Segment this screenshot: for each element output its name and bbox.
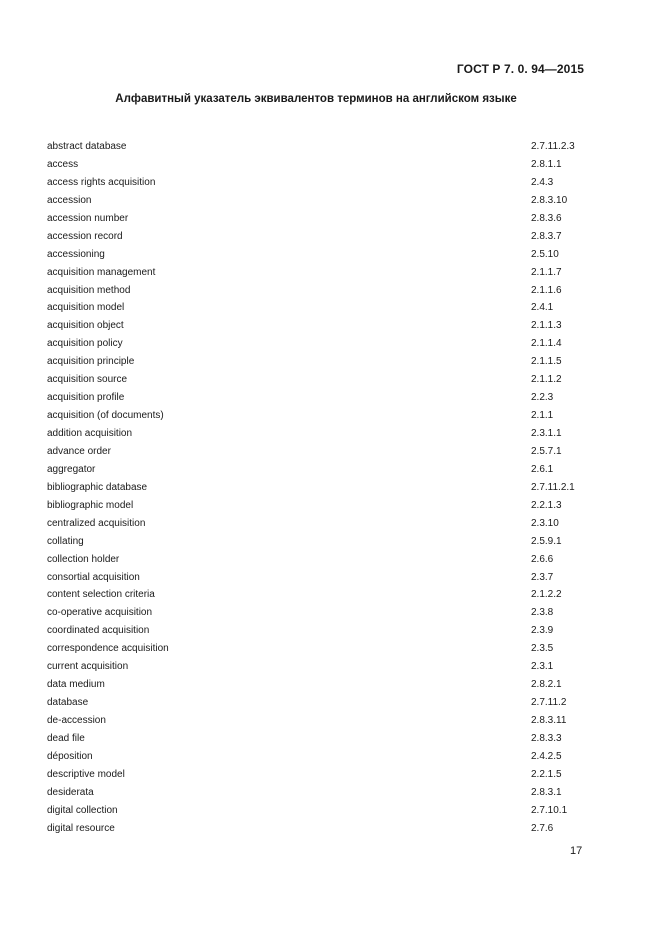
entry-term: acquisition policy: [47, 338, 123, 350]
entry-term: accession: [47, 194, 92, 206]
entry-reference: 2.6.1: [531, 463, 554, 475]
entry-term: acquisition principle: [47, 356, 135, 368]
entry-reference: 2.3.1: [531, 661, 554, 673]
index-entry: [47, 210, 607, 228]
entry-reference: 2.7.11.2.3: [531, 141, 575, 152]
index-entry: [47, 228, 607, 246]
entry-term: access: [47, 158, 79, 170]
entry-term: data medium: [47, 679, 105, 691]
entry-reference: 2.8.3.7: [531, 230, 562, 242]
entry-reference: 2.7.11.2.1: [531, 481, 575, 493]
entry-reference: 2.7.6: [531, 822, 554, 834]
entry-term: acquisition method: [47, 284, 131, 296]
index-entry: [47, 389, 607, 407]
entry-term: acquisition management: [47, 266, 156, 278]
entry-reference: 2.1.1: [531, 410, 554, 422]
index-entry: [47, 533, 607, 551]
entry-term: dead file: [47, 732, 85, 744]
entry-term: accession record: [47, 230, 123, 242]
index-entry: [47, 317, 607, 335]
index-entry: [47, 299, 607, 317]
entry-term: acquisition model: [47, 302, 125, 314]
entry-reference: 2.1.1.3: [531, 320, 562, 332]
index-entry: [47, 622, 607, 640]
term-index-list: [47, 138, 607, 838]
index-entry: [47, 820, 607, 838]
entry-reference: 2.5.9.1: [531, 535, 562, 547]
index-entry: [47, 569, 607, 587]
entry-term: digital resource: [47, 822, 115, 834]
entry-reference: 2.1.1.6: [531, 284, 562, 296]
page-number: 17: [570, 845, 583, 857]
index-entry: [47, 371, 607, 389]
entry-reference: 2.8.3.3: [531, 732, 562, 744]
index-entry: [47, 425, 607, 443]
entry-term: déposition: [47, 750, 93, 762]
entry-term: advance order: [47, 445, 111, 457]
index-entry: [47, 730, 607, 748]
entry-term: bibliographic model: [47, 499, 134, 511]
index-entry: [47, 282, 607, 300]
index-entry: [47, 192, 607, 210]
index-entry: [47, 658, 607, 676]
entry-reference: 2.7.11.2: [531, 697, 567, 709]
index-entry: [47, 712, 607, 730]
index-entry: [47, 497, 607, 515]
entry-term: acquisition object: [47, 320, 124, 332]
entry-term: co-operative acquisition: [47, 607, 153, 619]
index-entry: [47, 246, 607, 264]
index-entry: [47, 353, 607, 371]
index-entry: [47, 586, 607, 604]
document-code: ГОСТ Р 7. 0. 94—2015: [456, 62, 584, 76]
entry-reference: 2.4.1: [531, 302, 554, 314]
entry-reference: 2.1.1.4: [531, 338, 562, 350]
index-entry: [47, 461, 607, 479]
index-entry: [47, 264, 607, 282]
entry-term: accessioning: [47, 248, 105, 260]
index-entry: [47, 156, 607, 174]
entry-reference: 2.3.1.1: [531, 428, 562, 439]
entry-term: digital collection: [47, 804, 118, 816]
entry-reference: 2.7.10.1: [531, 804, 568, 816]
index-entry: [47, 784, 607, 802]
index-entry: [47, 604, 607, 622]
entry-reference: 2.8.1.1: [531, 158, 562, 170]
entry-term: bibliographic database: [47, 481, 148, 493]
entry-reference: 2.4.2.5: [531, 750, 562, 762]
entry-term: accession number: [47, 212, 129, 224]
entry-term: descriptive model: [47, 768, 125, 780]
index-entry: [47, 335, 607, 353]
entry-term: addition acquisition: [47, 428, 133, 439]
index-entry: [47, 766, 607, 784]
index-entry: [47, 748, 607, 766]
entry-term: consortial acquisition: [47, 571, 140, 583]
index-entry: [47, 479, 607, 497]
index-entry: [47, 443, 607, 461]
page-title: Алфавитный указатель эквивалентов терминов на английском языке: [115, 93, 517, 105]
entry-term: coordinated acquisition: [47, 625, 150, 637]
entry-reference: 2.1.2.2: [531, 589, 562, 601]
entry-reference: 2.6.6: [531, 553, 554, 565]
entry-term: access rights acquisition: [47, 176, 156, 188]
index-entry: [47, 676, 607, 694]
entry-reference: 2.3.8: [531, 607, 554, 619]
index-entry: [47, 551, 607, 569]
entry-reference: 2.8.3.1: [531, 786, 562, 798]
entry-reference: 2.2.1.3: [531, 499, 562, 511]
entry-reference: 2.8.3.10: [531, 194, 568, 206]
entry-reference: 2.2.1.5: [531, 768, 562, 780]
entry-term: desiderata: [47, 786, 94, 798]
entry-term: correspondence acquisition: [47, 643, 169, 655]
index-entry: [47, 694, 607, 712]
entry-term: current acquisition: [47, 661, 129, 673]
entry-reference: 2.3.9: [531, 625, 554, 637]
entry-term: acquisition profile: [47, 392, 125, 404]
entry-reference: 2.3.5: [531, 643, 554, 655]
entry-reference: 2.4.3: [531, 176, 554, 188]
entry-reference: 2.3.10: [531, 517, 559, 529]
entry-term: acquisition (of documents): [47, 410, 164, 422]
entry-reference: 2.3.7: [531, 571, 554, 583]
entry-reference: 2.8.2.1: [531, 679, 562, 691]
entry-term: content selection criteria: [47, 589, 155, 601]
entry-term: collating: [47, 535, 84, 547]
index-entry: [47, 174, 607, 192]
entry-reference: 2.1.1.2: [531, 374, 562, 386]
index-entry: [47, 515, 607, 533]
index-entry: [47, 407, 607, 425]
entry-term: collection holder: [47, 553, 120, 565]
entry-reference: 2.8.3.11: [531, 715, 567, 726]
entry-term: abstract database: [47, 141, 127, 152]
entry-reference: 2.5.10: [531, 248, 559, 260]
index-entry: [47, 138, 607, 156]
entry-reference: 2.1.1.7: [531, 266, 562, 278]
entry-term: aggregator: [47, 463, 96, 475]
entry-reference: 2.8.3.6: [531, 212, 562, 224]
entry-reference: 2.2.3: [531, 392, 554, 404]
entry-reference: 2.1.1.5: [531, 356, 562, 368]
entry-reference: 2.5.7.1: [531, 445, 562, 457]
index-entry: [47, 640, 607, 658]
index-entry: [47, 802, 607, 820]
entry-term: acquisition source: [47, 374, 128, 386]
entry-term: database: [47, 697, 89, 709]
entry-term: de-accession: [47, 715, 106, 726]
entry-term: centralized acquisition: [47, 517, 146, 529]
